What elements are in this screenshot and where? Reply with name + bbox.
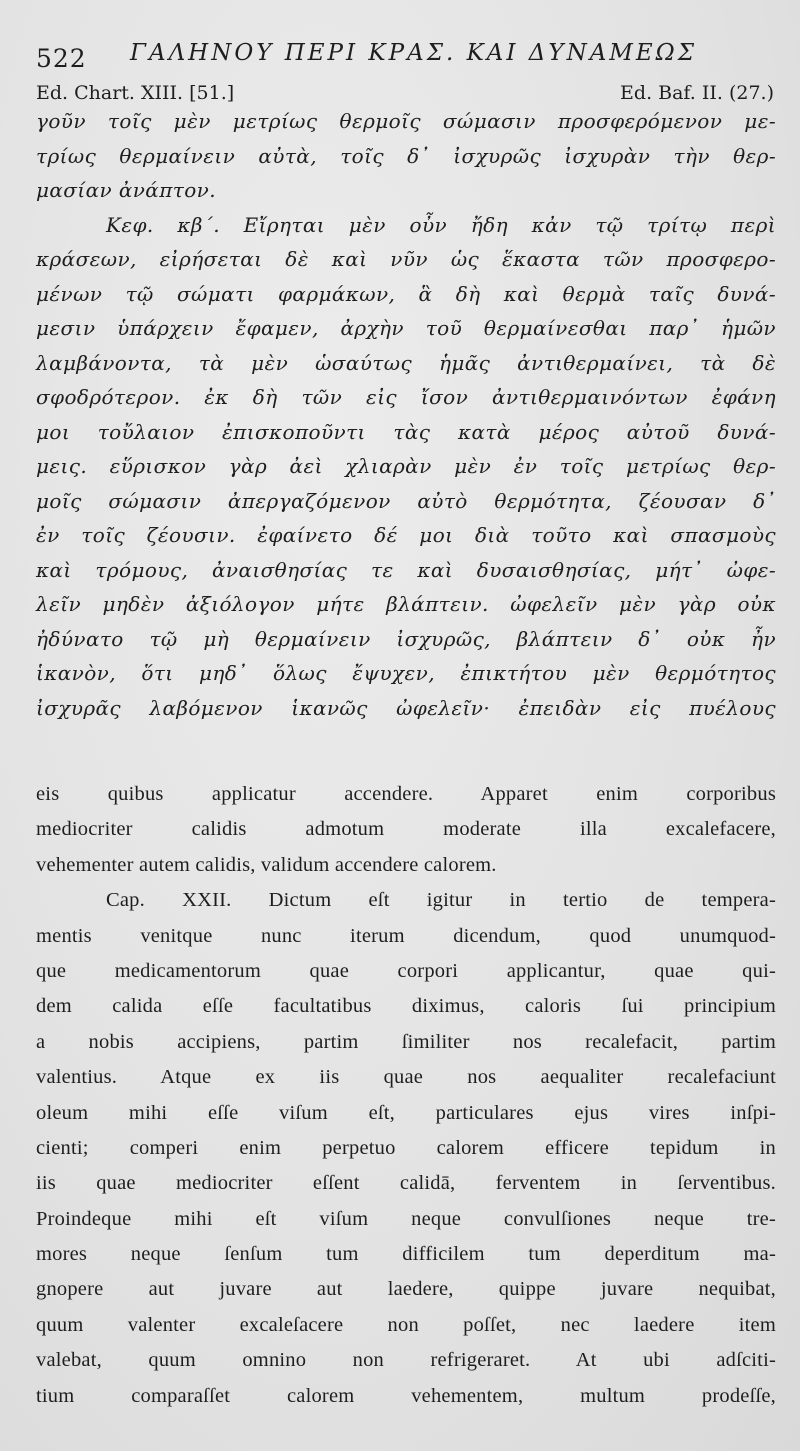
latin-line: iis quae mediocriter eſſent calidā, ferventem in ſerventibus. — [36, 1172, 776, 1195]
latin-chapter-heading-line: Cap. XXII. Dictum eſt igitur in tertio de tempera- — [106, 889, 776, 912]
greek-chapter-heading-line: Κεφ. κβ΄. Εἴρηται μὲν οὖν ἤδη κἀν τῷ τρίτῳ περὶ — [106, 212, 776, 237]
edition-basel-reference: Ed. Baf. II. (27.) — [620, 82, 774, 104]
latin-line: vehementer autem calidis, validum accendere calorem. — [36, 853, 497, 876]
greek-line: μασίαν ἀνάπτον. — [36, 178, 216, 202]
latin-text-block — [36, 777, 776, 1414]
greek-line: καὶ τρόμους, ἀναισθησίας τε καὶ δυσαισθησίας, μήτ᾽ ὠφε- — [36, 557, 776, 582]
latin-line: gnopere aut juvare aut laedere, quippe juvare nequibat, — [36, 1278, 776, 1301]
greek-text-block — [36, 104, 776, 725]
greek-line: ἱκανὸν, ὅτι μηδ᾽ ὅλως ἔψυχεν, ἐπικτήτου μὲν θερμότητος — [36, 661, 776, 685]
greek-line: λεῖν μηδὲν ἀξιόλογον μήτε βλάπτειν. ὠφελεῖν μὲν γὰρ οὐκ — [36, 592, 776, 616]
latin-line: oleum mihi eſſe viſum eſt, particulares ejus vires inſpi- — [36, 1101, 776, 1124]
greek-line: ἠδύνατο τῷ μὴ θερμαίνειν ἰσχυρῶς, βλάπτειν δ᾽ οὐκ ἦν — [36, 626, 776, 651]
latin-line: valebat, quum omnino non refrigeraret. At ubi adſciti- — [36, 1349, 776, 1372]
latin-line: eis quibus applicatur accendere. Apparet enim corporibus — [36, 783, 776, 805]
latin-line: cienti; comperi enim perpetuo calorem efficere tepidum in — [36, 1136, 776, 1159]
greek-line: μοῖς σώμασιν ἀπεργαζόμενον αὐτὸ θερμότητα, ζέουσαν δ᾽ — [36, 488, 776, 513]
latin-line: que medicamentorum quae corpori applicantur, quae qui- — [36, 959, 776, 982]
edition-chartier-reference: Ed. Chart. XIII. [51.] — [36, 82, 235, 104]
greek-line: λαμβάνοντα, τὰ μὲν ὡσαύτως ἡμᾶς ἀντιθερμαίνει, τὰ δὲ — [36, 350, 776, 375]
greek-line: μεσιν ὑπάρχειν ἔφαμεν, ἀρχὴν τοῦ θερμαίνεσθαι παρ᾽ ἡμῶν — [36, 316, 776, 340]
page-number: 522 — [36, 44, 87, 73]
latin-line: quum valenter excaleſacere non poſſet, nec laedere item — [36, 1313, 776, 1336]
page-header — [36, 36, 776, 76]
latin-line: a nobis accipiens, partim ſimiliter nos recalefacit, partim — [36, 1030, 776, 1053]
latin-line: valentius. Atque ex iis quae nos aequaliter recalefaciunt — [36, 1066, 776, 1089]
greek-line: ἐν τοῖς ζέουσιν. ἐφαίνετο δέ μοι διὰ τοῦτο καὶ σπασμοὺς — [36, 523, 776, 547]
greek-line: σφοδρότερον. ἐκ δὴ τῶν εἰς ἴσον ἀντιθερμαινόντων ἐφάνη — [36, 385, 776, 409]
latin-line: Proindeque mihi eſt viſum neque convulſiones neque tre- — [36, 1207, 776, 1230]
latin-line: mores neque ſenſum tum difficilem tum deperditum ma- — [36, 1243, 776, 1266]
latin-line: tium comparaſſet calorem vehementem, multum prodeſſe, — [36, 1384, 776, 1407]
greek-line: κράσεων, εἰρήσεται δὲ καὶ νῦν ὡς ἕκαστα τῶν προσφερο- — [36, 247, 776, 271]
latin-line: mediocriter calidis admotum moderate illa excalefacere, — [36, 818, 776, 841]
greek-line: ἰσχυρᾶς λαβόμενον ἱκανῶς ὠφελεῖν· ἐπειδὰν εἰς πυέλους — [36, 695, 776, 720]
greek-line: γοῦν τοῖς μὲν μετρίως θερμοῖς σώμασιν προσφερόμενον με- — [36, 109, 776, 133]
latin-line: dem calida eſſe facultatibus diximus, caloris ſui principium — [36, 995, 776, 1018]
greek-line: μένων τῷ σώματι φαρμάκων, ἃ δὴ καὶ θερμὰ ταῖς δυνά- — [36, 281, 776, 306]
running-title: ΓΑΛΗΝΟΥ ΠΕΡΙ ΚΡΑΣ. ΚΑΙ ΔΥΝΑΜΕΩΣ — [130, 40, 697, 66]
greek-line: τρίως θερμαίνειν αὐτὰ, τοῖς δ᾽ ἰσχυρῶς ἰσχυρὰν τὴν θερ- — [36, 143, 776, 168]
greek-line: μεις. εὕρισκον γὰρ ἀεὶ χλιαρὰν μὲν ἐν τοῖς μετρίως θερ- — [36, 454, 776, 478]
latin-line: mentis venitque nunc iterum dicendum, quod unumquod- — [36, 924, 776, 947]
greek-line: μοι τοὔλαιον ἐπισκοποῦντι τὰς κατὰ μέρος αὐτοῦ δυνά- — [36, 419, 776, 444]
